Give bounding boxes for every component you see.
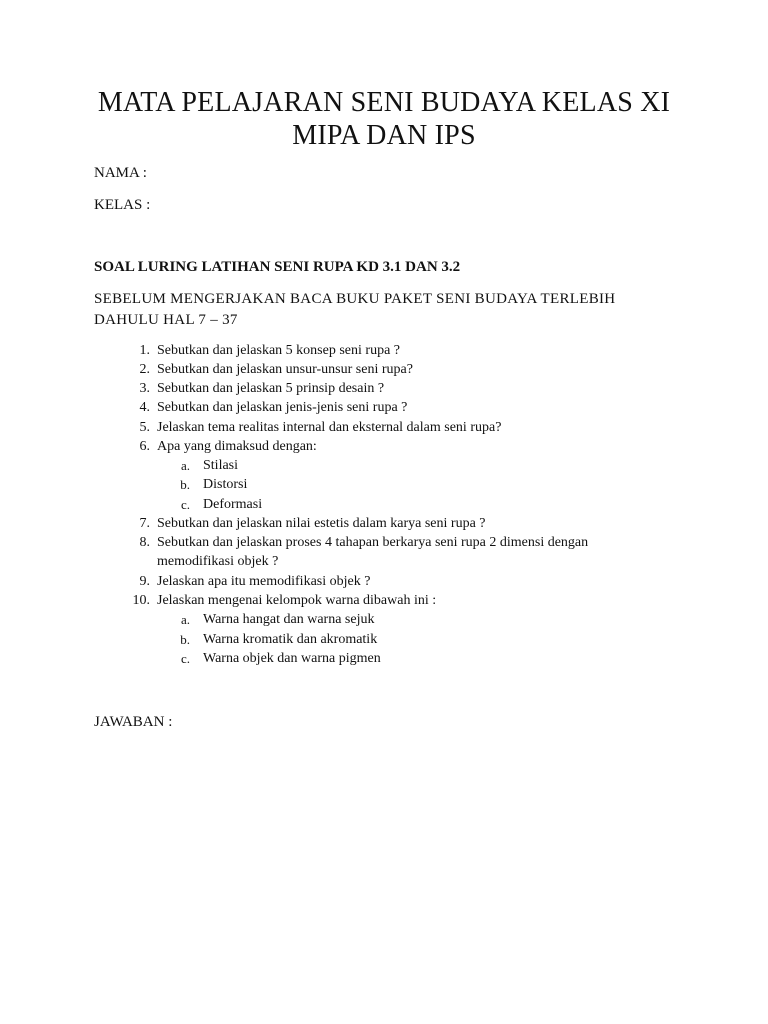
question-text-continued: memodifikasi objek ? [157, 554, 279, 569]
question-text: Apa yang dimaksud dengan: [157, 439, 317, 454]
question-number: 5. [139, 420, 150, 435]
sub-question-text: Deformasi [203, 497, 263, 512]
sub-question-letter: b. [180, 477, 190, 492]
question-text: Jelaskan apa itu memodifikasi objek ? [157, 574, 371, 589]
question-number: 4. [139, 400, 150, 415]
question-number: 7. [139, 516, 150, 531]
sub-question-text: Distorsi [203, 477, 248, 492]
sub-question-text: Stilasi [203, 458, 239, 473]
question-text: Jelaskan mengenai kelompok warna dibawah ini : [157, 593, 437, 608]
sub-question-letter: c. [180, 651, 190, 666]
answer-label: JAWABAN : [94, 714, 173, 730]
question-number: 2. [139, 362, 150, 377]
question-number: 10. [132, 593, 150, 608]
question-text: Sebutkan dan jelaskan 5 konsep seni rupa ? [157, 343, 400, 358]
class-label: KELAS : [94, 197, 151, 213]
question-text: Jelaskan tema realitas internal dan eksternal dalam seni rupa? [157, 420, 502, 435]
question-number: 3. [139, 381, 150, 396]
instruction-line-1: SEBELUM MENGERJAKAN BACA BUKU PAKET SENI BUDAYA TERLEBIH [94, 291, 616, 307]
question-number: 6. [139, 439, 150, 454]
sub-question-letter: a. [180, 612, 190, 627]
name-label: NAMA : [94, 165, 147, 181]
question-text: Sebutkan dan jelaskan jenis-jenis seni rupa ? [157, 400, 408, 415]
instruction-line-2: DAHULU HAL 7 – 37 [94, 312, 238, 328]
sub-question-letter: a. [180, 458, 190, 473]
page-title-line-2: MIPA DAN IPS [292, 120, 476, 151]
sub-question-text: Warna hangat dan warna sejuk [203, 612, 375, 627]
question-text: Sebutkan dan jelaskan 5 prinsip desain ? [157, 381, 385, 396]
question-text: Sebutkan dan jelaskan nilai estetis dalam karya seni rupa ? [157, 516, 486, 531]
sub-question-letter: b. [180, 632, 190, 647]
question-text: Sebutkan dan jelaskan proses 4 tahapan berkarya seni rupa 2 dimensi dengan [157, 535, 589, 550]
question-number: 9. [139, 574, 150, 589]
page-title-line-1: MATA PELAJARAN SENI BUDAYA KELAS XI [97, 87, 671, 118]
question-number: 8. [139, 535, 150, 550]
question-text: Sebutkan dan jelaskan unsur-unsur seni rupa? [157, 362, 413, 377]
sub-question-text: Warna kromatik dan akromatik [203, 632, 378, 647]
question-number: 1. [139, 343, 150, 358]
sub-question-text: Warna objek dan warna pigmen [203, 651, 381, 666]
sub-question-letter: c. [180, 497, 190, 512]
exercise-heading: SOAL LURING LATIHAN SENI RUPA KD 3.1 DAN 3.2 [94, 259, 461, 275]
